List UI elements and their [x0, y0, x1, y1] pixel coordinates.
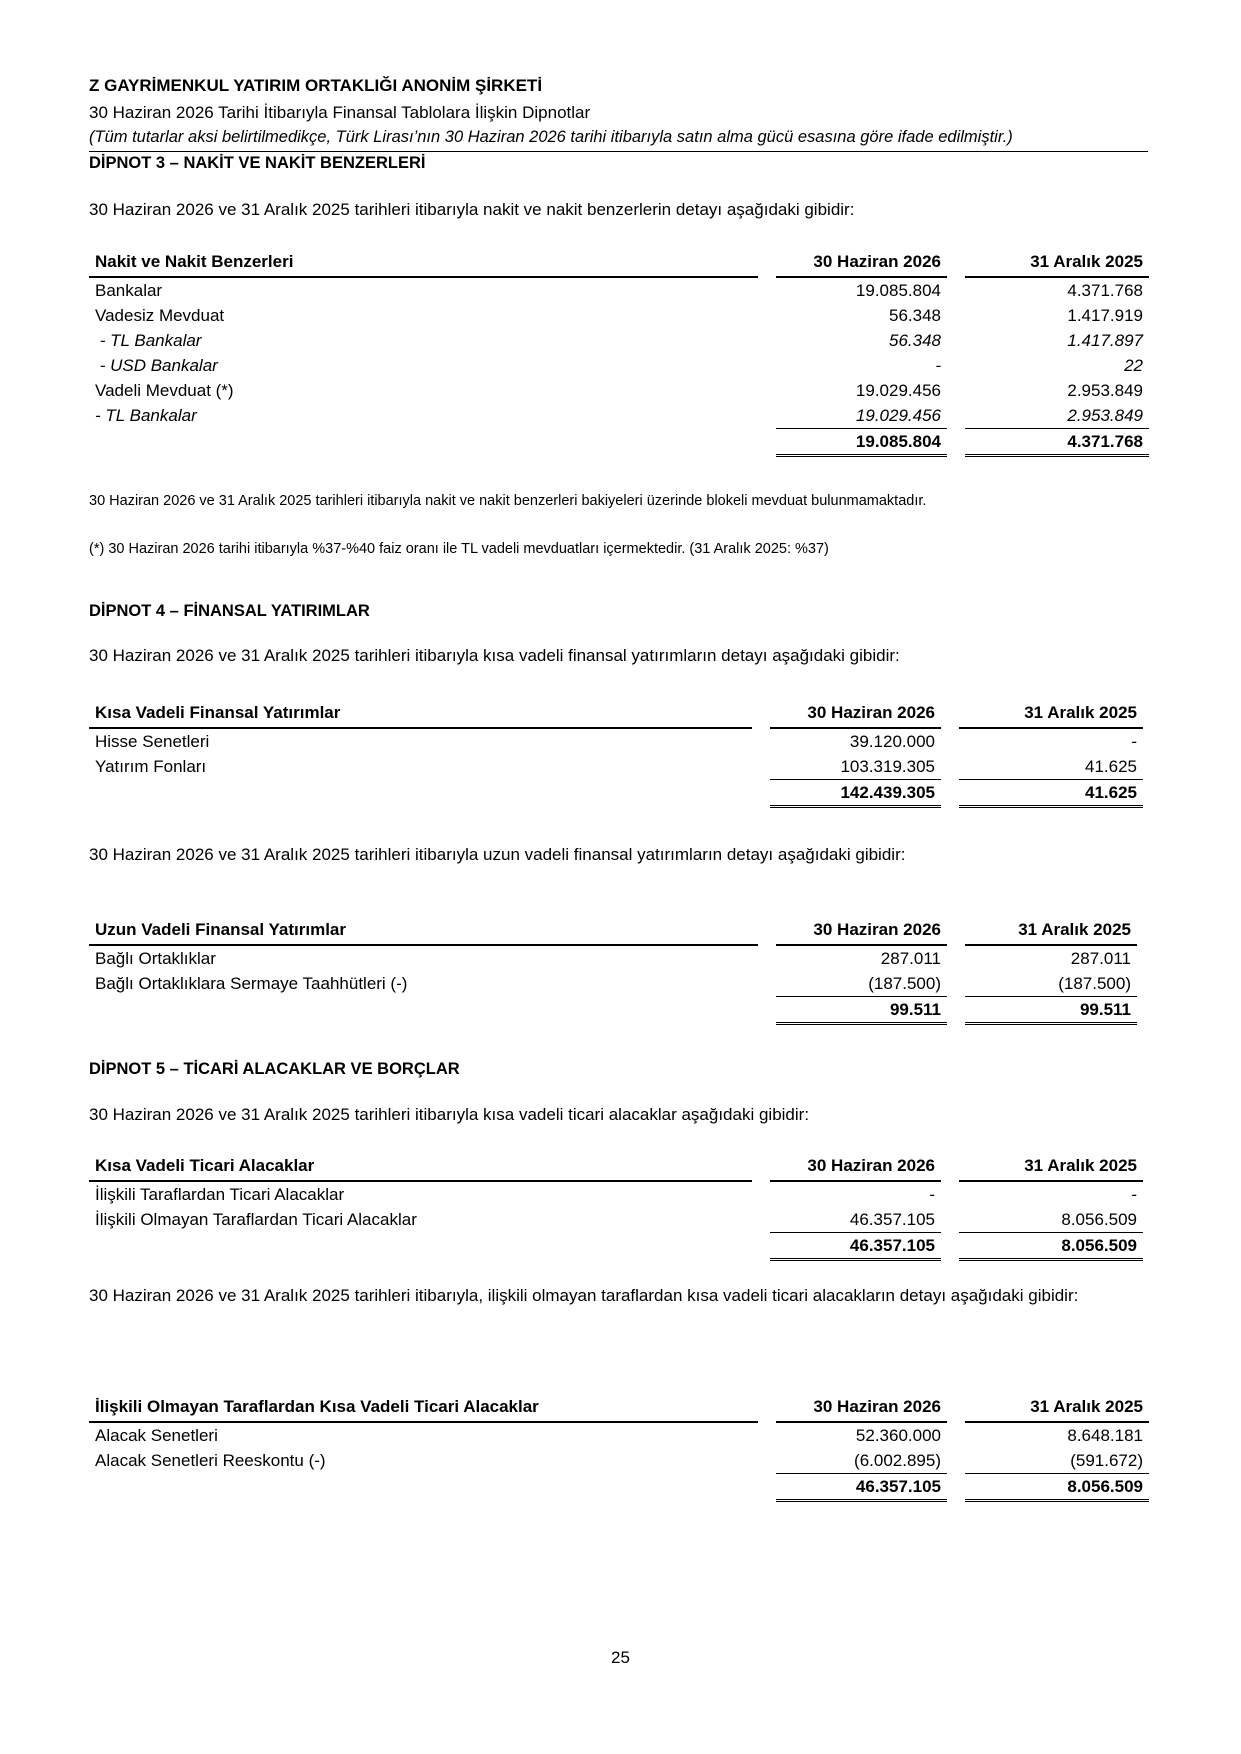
row-value-2026: 56.348: [889, 306, 941, 325]
table-row: [89, 303, 1149, 328]
note-4-heading: DİPNOT 4 – FİNANSAL YATIRIMLAR: [89, 602, 370, 620]
currency-note: (Tüm tutarlar aksi belirtilmedikçe, Türk Lirası’nın 30 Haziran 2026 tarihi itibarıyla satın alma gücü esasına göre ifade edilmiştir.): [89, 128, 1013, 146]
row-value-2025: 4.371.768: [1067, 281, 1143, 300]
row-value-2025: 1.417.897: [1067, 331, 1143, 350]
table-total-row: [89, 997, 1137, 1024]
table-header-row: [89, 1392, 1149, 1422]
table-title: Kısa Vadeli Ticari Alacaklar: [89, 1151, 752, 1181]
total-value-2026: 46.357.105: [770, 1233, 941, 1260]
table-title: Uzun Vadeli Finansal Yatırımlar: [89, 915, 758, 945]
table-row: [89, 1422, 1149, 1448]
column-header-2026: 30 Haziran 2026: [770, 698, 941, 728]
table-header-row: [89, 915, 1137, 945]
table-row: [89, 1207, 1143, 1233]
column-header-2025: 31 Aralık 2025: [959, 1151, 1143, 1181]
table-title: Nakit ve Nakit Benzerleri: [89, 247, 758, 277]
column-header-2025: 31 Aralık 2025: [965, 247, 1149, 277]
table-title: Kısa Vadeli Finansal Yatırımlar: [89, 698, 752, 728]
cash-equivalents-table: [89, 247, 1149, 457]
row-value-2025: 2.953.849: [965, 403, 1149, 429]
row-value-2025: 41.625: [959, 754, 1143, 780]
column-header-2026: 30 Haziran 2026: [776, 1392, 947, 1422]
row-value-2025: 1.417.919: [1067, 306, 1143, 325]
row-label: İlişkili Taraflardan Ticari Alacaklar: [95, 1185, 345, 1204]
note-5-unrelated-intro: 30 Haziran 2026 ve 31 Aralık 2025 tarihleri itibarıyla, ilişkili olmayan taraflardan kısa vadeli ticari alacakların detayı aşağıdaki gibidir:: [89, 1286, 1079, 1305]
total-value-2025: 8.056.509: [959, 1233, 1143, 1260]
table-total-row: [89, 1233, 1143, 1260]
row-value-2026: -: [935, 356, 941, 375]
row-label: Bağlı Ortaklıklar: [95, 949, 216, 968]
table-row: [89, 971, 1137, 997]
note-3-heading: DİPNOT 3 – NAKİT VE NAKİT BENZERLERİ: [89, 154, 426, 172]
company-name: Z GAYRİMENKUL YATIRIM ORTAKLIĞI ANONİM ŞİRKETİ: [89, 76, 543, 95]
column-header-2025: 31 Aralık 2025: [959, 698, 1143, 728]
table-header-row: [89, 247, 1149, 277]
table-row: [89, 945, 1137, 971]
column-header-2026: 30 Haziran 2026: [776, 247, 947, 277]
table-row: [89, 1448, 1149, 1474]
row-value-2026: 19.029.456: [776, 403, 947, 429]
table-row: [89, 328, 1149, 353]
document-subtitle: 30 Haziran 2026 Tarihi İtibarıyla Finansal Tablolara İlişkin Dipnotlar: [89, 103, 591, 122]
total-value-2025: 8.056.509: [965, 1474, 1149, 1501]
row-value-2026: 52.360.000: [855, 1426, 941, 1445]
table-row: [89, 728, 1143, 754]
note-5-short-intro: 30 Haziran 2026 ve 31 Aralık 2025 tarihleri itibarıyla kısa vadeli ticari alacaklar aşağıdaki gibidir:: [89, 1105, 810, 1124]
table-header-row: [89, 1151, 1143, 1181]
row-value-2025: -: [1131, 732, 1137, 751]
note-4-long-intro: 30 Haziran 2026 ve 31 Aralık 2025 tarihleri itibarıyla uzun vadeli finansal yatırımların detayı aşağıdaki gibidir:: [89, 845, 906, 864]
page-number: 25: [611, 1648, 630, 1667]
row-value-2026: 287.011: [880, 949, 941, 968]
short-term-trade-receivables-table: [89, 1151, 1143, 1261]
column-header-2026: 30 Haziran 2026: [770, 1151, 941, 1181]
total-value-2026: 142.439.305: [770, 780, 941, 807]
row-label: İlişkili Olmayan Taraflardan Ticari Alacaklar: [95, 1210, 417, 1230]
row-label: Vadesiz Mevduat: [95, 306, 225, 325]
row-label: Hisse Senetleri: [95, 732, 210, 751]
row-value-2025: 287.011: [1070, 949, 1131, 968]
short-term-investments-table: [89, 698, 1143, 808]
row-label: Vadeli Mevduat (*): [95, 381, 234, 400]
row-value-2026: 19.029.456: [855, 381, 941, 400]
column-header-2025: 31 Aralık 2025: [965, 915, 1137, 945]
row-value-2026: (6.002.895): [776, 1448, 947, 1474]
row-value-2026: (187.500): [776, 971, 947, 997]
row-label: Bağlı Ortaklıklara Sermaye Taahhütleri (-): [95, 974, 408, 994]
note-3-footnote-blocked-deposits: 30 Haziran 2026 ve 31 Aralık 2025 tarihleri itibarıyla nakit ve nakit benzerleri bakiyeleri üzerinde blokeli mevduat bulunmamaktadır.: [89, 493, 927, 509]
total-value-2025: 41.625: [959, 780, 1143, 807]
row-value-2025: (591.672): [965, 1448, 1149, 1474]
row-value-2026: -: [929, 1185, 935, 1204]
row-label: Bankalar: [95, 281, 163, 300]
row-value-2025: 22: [1124, 356, 1143, 375]
table-row: [89, 378, 1149, 403]
table-total-row: [89, 1474, 1149, 1501]
total-value-2025: 99.511: [965, 997, 1137, 1024]
note-4-short-intro: 30 Haziran 2026 ve 31 Aralık 2025 tarihleri itibarıyla kısa vadeli finansal yatırımların detayı aşağıdaki gibidir:: [89, 646, 900, 665]
row-value-2025: (187.500): [965, 971, 1137, 997]
total-value-2026: 99.511: [776, 997, 947, 1024]
long-term-investments-table: [89, 915, 1137, 1025]
note-3-intro: 30 Haziran 2026 ve 31 Aralık 2025 tarihleri itibarıyla nakit ve nakit benzerlerin detayı aşağıdaki gibidir:: [89, 200, 855, 219]
row-label: Alacak Senetleri: [95, 1426, 218, 1445]
row-value-2025: 8.648.181: [1067, 1426, 1143, 1445]
table-row: [89, 403, 1149, 429]
total-value-2026: 19.085.804: [776, 429, 947, 456]
header-divider: [89, 151, 1148, 152]
row-label: - TL Bankalar: [95, 331, 202, 350]
row-label: Alacak Senetleri Reeskontu (-): [95, 1451, 326, 1471]
column-header-2025: 31 Aralık 2025: [965, 1392, 1149, 1422]
row-value-2025: 2.953.849: [1067, 381, 1143, 400]
table-total-row: [89, 780, 1143, 807]
table-row: [89, 277, 1149, 303]
row-value-2025: 8.056.509: [959, 1207, 1143, 1233]
row-label: - TL Bankalar: [95, 406, 197, 426]
row-value-2026: 56.348: [889, 331, 941, 350]
row-label: - USD Bankalar: [95, 356, 218, 375]
note-3-footnote-interest: (*) 30 Haziran 2026 tarihi itibarıyla %37-%40 faiz oranı ile TL vadeli mevduatları içermektedir. (31 Aralık 2025: %37): [89, 541, 829, 557]
table-row: [89, 754, 1143, 780]
total-value-2026: 46.357.105: [776, 1474, 947, 1501]
note-5-heading: DİPNOT 5 – TİCARİ ALACAKLAR VE BORÇLAR: [89, 1060, 460, 1078]
table-row: [89, 1181, 1143, 1207]
unrelated-trade-receivables-table: [89, 1392, 1149, 1502]
table-row: [89, 353, 1149, 378]
table-header-row: [89, 698, 1143, 728]
column-header-2026: 30 Haziran 2026: [776, 915, 947, 945]
row-value-2026: 46.357.105: [770, 1207, 941, 1233]
total-value-2025: 4.371.768: [965, 429, 1149, 456]
table-total-row: [89, 429, 1149, 456]
table-title: İlişkili Olmayan Taraflardan Kısa Vadeli Ticari Alacaklar: [89, 1392, 758, 1422]
row-value-2025: -: [1131, 1185, 1137, 1204]
row-value-2026: 39.120.000: [849, 732, 935, 751]
row-value-2026: 103.319.305: [770, 754, 941, 780]
row-label: Yatırım Fonları: [95, 757, 207, 777]
row-value-2026: 19.085.804: [855, 281, 941, 300]
